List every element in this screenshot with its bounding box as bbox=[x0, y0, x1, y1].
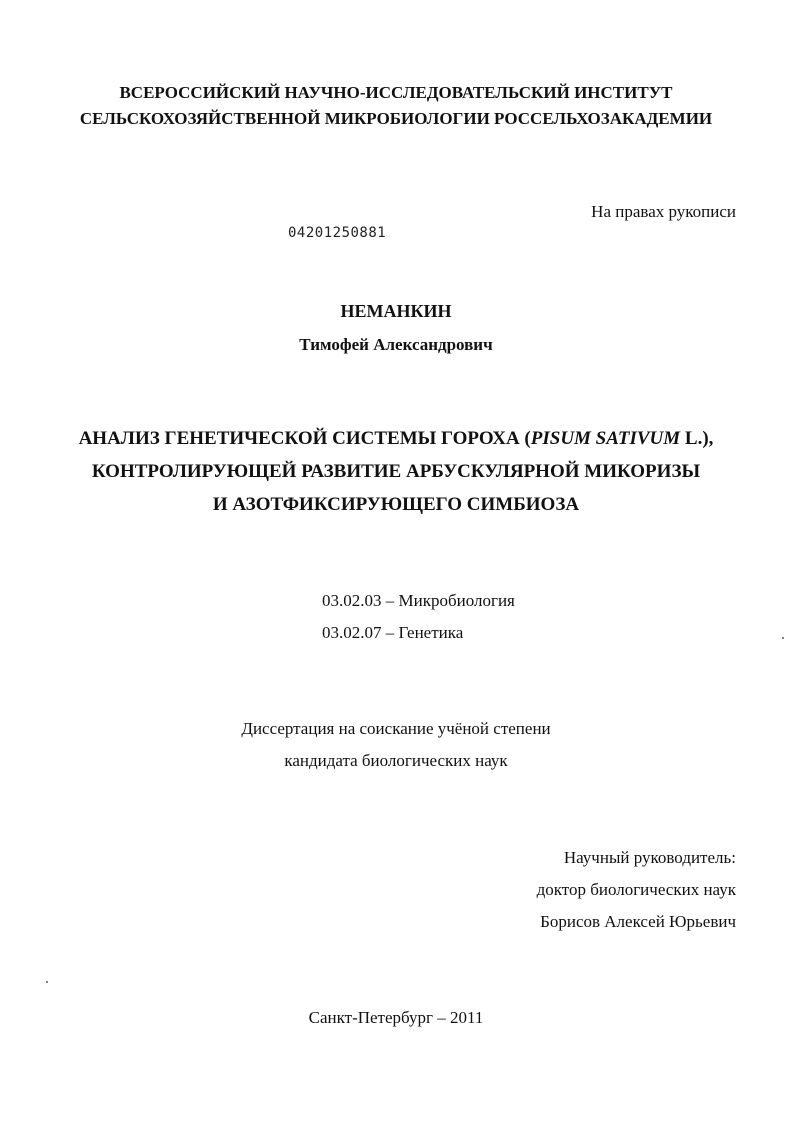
catalog-number: 04201250881 bbox=[288, 225, 387, 241]
supervisor-name: Борисов Алексей Юрьевич bbox=[540, 912, 736, 931]
scan-speck bbox=[46, 981, 48, 983]
scan-speck bbox=[782, 637, 784, 639]
dissertation-title-line-3: И АЗОТФИКСИРУЮЩЕГО СИМБИОЗА bbox=[212, 494, 580, 515]
rights-note: На правах рукописи bbox=[591, 202, 736, 221]
institute-name-line-2: СЕЛЬСКОХОЗЯЙСТВЕННОЙ МИКРОБИОЛОГИИ РОССЕЛЬХОЗАКАДЕМИИ bbox=[79, 109, 713, 128]
city-year: Санкт-Петербург – 2011 bbox=[308, 1008, 484, 1027]
author-given-names: Тимофей Александрович bbox=[299, 335, 493, 354]
specialty-genetics: 03.02.07 – Генетика bbox=[322, 623, 464, 642]
degree-line-1: Диссертация на соискание учёной степени bbox=[241, 719, 551, 738]
dissertation-title-line-1 bbox=[0, 429, 792, 448]
author-surname: НЕМАНКИН bbox=[340, 301, 452, 321]
title-species: PISUM SATIVUM bbox=[530, 428, 681, 449]
institute-name-line-1: ВСЕРОССИЙСКИЙ НАУЧНО-ИССЛЕДОВАТЕЛЬСКИЙ ИНСТИТУТ bbox=[119, 83, 673, 102]
title-prefix: АНАЛИЗ ГЕНЕТИЧЕСКОЙ СИСТЕМЫ ГОРОХА ( bbox=[78, 428, 531, 449]
title-suffix: L.), bbox=[680, 428, 714, 449]
supervisor-degree: доктор биологических наук bbox=[536, 880, 736, 899]
degree-line-2: кандидата биологических наук bbox=[284, 751, 508, 770]
dissertation-title-line-2: КОНТРОЛИРУЮЩЕЙ РАЗВИТИЕ АРБУСКУЛЯРНОЙ МИКОРИЗЫ bbox=[91, 461, 701, 482]
specialty-microbiology: 03.02.03 – Микробиология bbox=[322, 591, 515, 610]
supervisor-label: Научный руководитель: bbox=[563, 848, 736, 867]
